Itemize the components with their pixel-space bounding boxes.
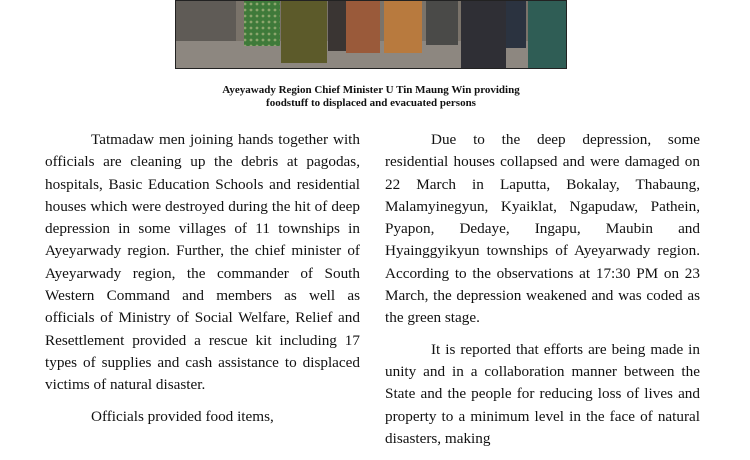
caption-line-2: foodstuff to displaced and evacuated persons [266,97,476,109]
article-paragraph: It is reported that efforts are being made in unity and in a collaboration manner between the State and the people for reducing loss of lives and property to a minimum level in the face of natural disasters, making [385,340,700,447]
article-paragraph: Officials provided food items, [91,407,274,425]
article-column-right [385,129,700,459]
article-column-left [45,129,360,437]
article-paragraph: Tatmadaw men joining hands together with officials are cleaning up the debris at pagodas, hospitals, Basic Education Schools and residential houses which were destroyed during the hit of deep depression in some villages of 11 townships in Ayeyarwady region. Further, the chief minister of Ayeyarwady region, the commander of South Western Command and members as well as officials of Ministry of Social Welfare, Relief and Resettlement provided a rescue kit including 17 types of supplies and cash assistance to displaced victims of natural disaster. [45,131,360,394]
caption-line-1: Ayeyawady Region Chief Minister U Tin Maung Win providing [222,84,520,96]
photo-caption [175,84,567,110]
article-paragraph: Due to the deep depression, some residential houses collapsed and were damaged on 22 March in Laputta, Bokalay, Thabaung, Malamyinegyun, Kyaiklat, Ngapudaw, Pathein, Pyapon, Dedaye, Ingapu, Maubin and Hyainggyikyun townships of Ayeyarwady region. According to the observations at 17:30 PM on 23 March, the depression weakened and was coded as the green stage. [385,131,700,327]
news-photo [175,0,567,69]
photo-illustration [176,1,567,69]
